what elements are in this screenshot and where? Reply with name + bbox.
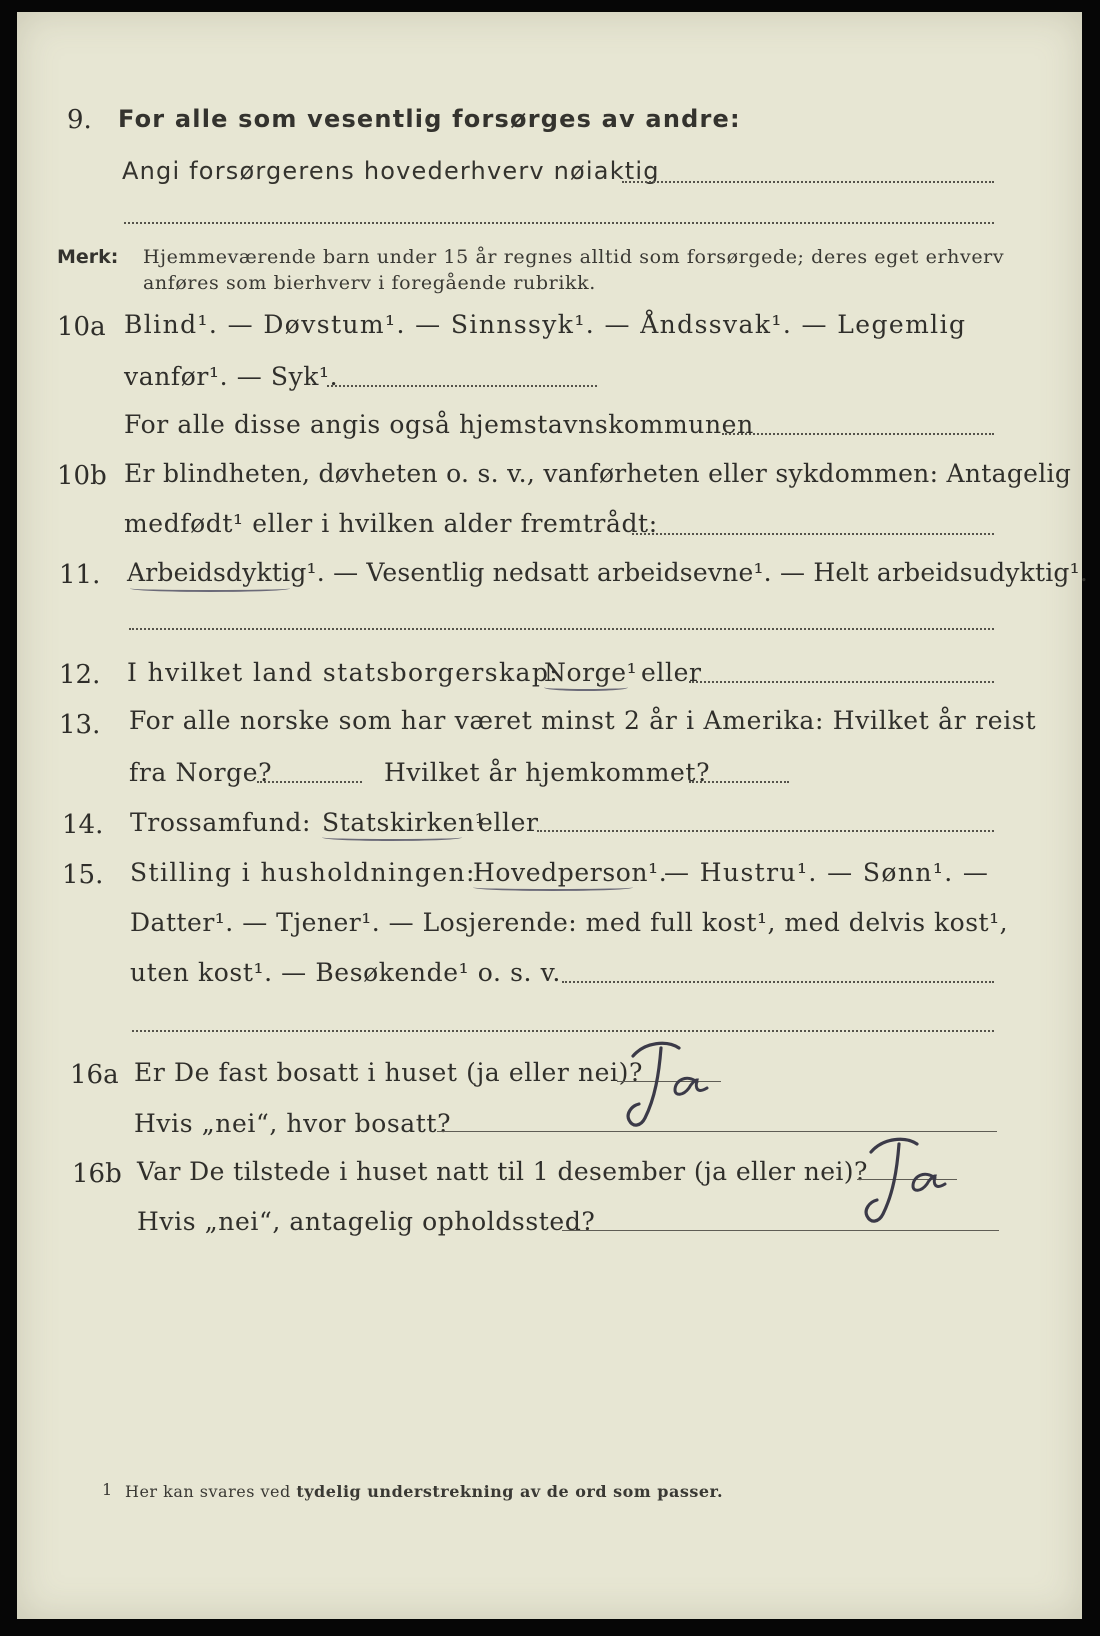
- answer-line-11: [129, 628, 994, 630]
- question-15-number: 15.: [62, 860, 104, 890]
- footnote-text: [125, 1482, 723, 1501]
- footnote-text-b: tydelig understrekning av de ord som passer.: [296, 1482, 724, 1501]
- census-form-page: [17, 12, 1088, 1619]
- question-12-suffix: eller: [641, 658, 702, 687]
- question-10b-text-2: medfødt¹ eller i hvilken alder fremtrådt:: [124, 509, 658, 538]
- merk-text-2: anføres som bierhverv i foregående rubrikk.: [143, 272, 596, 294]
- footnote-marker: 1: [102, 1480, 113, 1499]
- merk-text-1: Hjemmeværende barn under 15 år regnes alltid som forsørgede; deres eget erhverv: [143, 246, 1005, 268]
- answer-line-9b: [124, 222, 994, 224]
- question-16a-text-1: Er De fast bosatt i huset (ja eller nei)?: [134, 1058, 643, 1087]
- question-16b-text-1: Var De tilstede i huset natt til 1 desember (ja eller nei)?: [137, 1157, 868, 1186]
- option-arbeidsdyktig[interactable]: Arbeidsdyktig¹.: [127, 558, 325, 587]
- answer-line-15a: [562, 981, 994, 983]
- question-14-text: Trossamfund:: [130, 808, 312, 837]
- answer-line-13-reist: [257, 781, 362, 783]
- question-10b-text-1: Er blindheten, døvheten o. s. v., vanførheten eller sykdommen: Antagelig: [124, 459, 1072, 488]
- question-15-text-3: uten kost¹. — Besøkende¹ o. s. v.: [130, 958, 561, 987]
- option-statskirken[interactable]: Statskirken¹: [322, 808, 486, 837]
- underline-hovedperson: [473, 884, 633, 891]
- question-10a-text-2: vanfør¹. — Syk¹.: [124, 362, 339, 391]
- question-10a-number: 10a: [57, 312, 106, 342]
- question-14-suffix: eller: [478, 808, 539, 837]
- answer-line-10a-kommune: [722, 433, 994, 435]
- question-10b-number: 10b: [57, 461, 107, 491]
- answer-line-13-hjemkommet: [689, 781, 789, 783]
- underline-arbeidsdyktig: [130, 585, 290, 592]
- underline-statskirken: [322, 834, 462, 841]
- option-norge[interactable]: Norge¹: [544, 658, 638, 687]
- question-9-subtext: Angi forsørgerens hovederhverv nøiaktig: [122, 157, 660, 185]
- handwritten-answer-16b: [855, 1130, 965, 1230]
- question-11-rest: — Vesentlig nedsatt arbeidsevne¹. — Helt arbeidsudyktig¹.: [324, 558, 1088, 587]
- handwritten-answer-16a: [615, 1034, 725, 1134]
- question-16b-number: 16b: [72, 1159, 122, 1189]
- answer-line-10a-syk: [327, 385, 597, 387]
- answer-line-15b: [132, 1030, 994, 1032]
- answer-line-12: [689, 681, 994, 683]
- answer-line-10b: [632, 533, 994, 535]
- question-15-rest: — Hustru¹. — Sønn¹. —: [664, 858, 990, 887]
- question-12-number: 12.: [59, 660, 101, 690]
- question-12-text: I hvilket land statsborgerskap:: [127, 658, 560, 687]
- question-11-text: [127, 558, 1088, 587]
- answer-line-14: [537, 830, 994, 832]
- question-9-text: For alle som vesentlig forsørges av andre:: [118, 105, 741, 133]
- question-15-text: Stilling i husholdningen:: [130, 858, 476, 887]
- question-16a-number: 16a: [70, 1060, 119, 1090]
- question-13-number: 13.: [59, 710, 101, 740]
- question-13-text-2: fra Norge?: [129, 758, 273, 787]
- question-16a-text-2: Hvis „nei“, hvor bosatt?: [134, 1109, 452, 1138]
- answer-line-16b-opholdssted: [562, 1230, 999, 1231]
- question-10a-text-1: Blind¹. — Døvstum¹. — Sinnssyk¹. — Åndssvak¹. — Legemlig: [124, 310, 967, 339]
- question-9-number: 9.: [67, 105, 92, 135]
- question-13-text-3: Hvilket år hjemkommet?: [384, 758, 711, 787]
- question-14-number: 14.: [62, 810, 104, 840]
- question-15-text-2: Datter¹. — Tjener¹. — Losjerende: med full kost¹, med delvis kost¹,: [130, 908, 1009, 937]
- underline-norge: [544, 684, 628, 691]
- question-13-text-1: For alle norske som har været minst 2 år i Amerika: Hvilket år reist: [129, 706, 1037, 735]
- question-16b-text-2: Hvis „nei“, antagelig opholdssted?: [137, 1207, 596, 1236]
- answer-line-9a: [622, 181, 994, 183]
- merk-label: Merk:: [57, 246, 119, 268]
- question-11-number: 11.: [59, 560, 101, 590]
- footnote-text-a: Her kan svares ved: [125, 1482, 297, 1501]
- question-10a-text-3: For alle disse angis også hjemstavnskommunen: [124, 410, 754, 439]
- option-hovedperson[interactable]: Hovedperson¹.: [473, 858, 668, 887]
